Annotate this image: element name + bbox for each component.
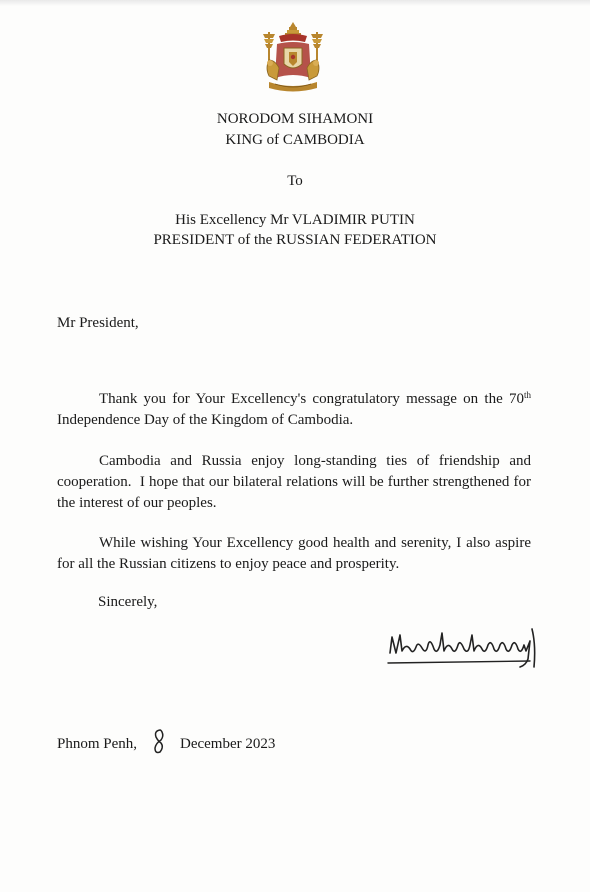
signature [380, 615, 550, 675]
salutation: Mr President, [57, 315, 139, 331]
paragraph-1-prefix: Thank you for Your Excellency's congratulatory message on the [99, 391, 503, 407]
paragraph-2-text: Cambodia and Russia enjoy long-standing ties of friendship and cooperation. I hope that our bilateral relations will be further strengthened for the interest of our peoples. [57, 453, 535, 511]
body-paragraph-2 [57, 451, 535, 514]
handwritten-day [148, 727, 170, 755]
body-paragraph-1 [57, 389, 531, 431]
sender-title: KING of CAMBODIA [225, 132, 365, 148]
ordinal-suffix: th [524, 390, 532, 400]
to-label: To [287, 173, 303, 189]
addressee-name: His Excellency Mr VLADIMIR PUTIN [175, 212, 415, 228]
addressee-title: PRESIDENT of the RUSSIAN FEDERATION [153, 232, 437, 248]
date-month-year: December 2023 [180, 736, 276, 752]
date-place: Phnom Penh, [57, 736, 138, 752]
top-shadow [0, 0, 590, 6]
paragraph-3-text: While wishing Your Excellency good health and serenity, I also aspire for all the Russian citizens to enjoy peace and prosperity. [57, 535, 531, 572]
closing: Sincerely, [98, 594, 158, 610]
body-paragraph-3 [57, 533, 531, 575]
sender-name: NORODOM SIHAMONI [216, 111, 374, 127]
paragraph-1-rest: Independence Day of the Kingdom of Cambodia. [57, 412, 354, 428]
ordinal-number: 70 [509, 391, 524, 407]
royal-crest-icon [255, 20, 331, 96]
